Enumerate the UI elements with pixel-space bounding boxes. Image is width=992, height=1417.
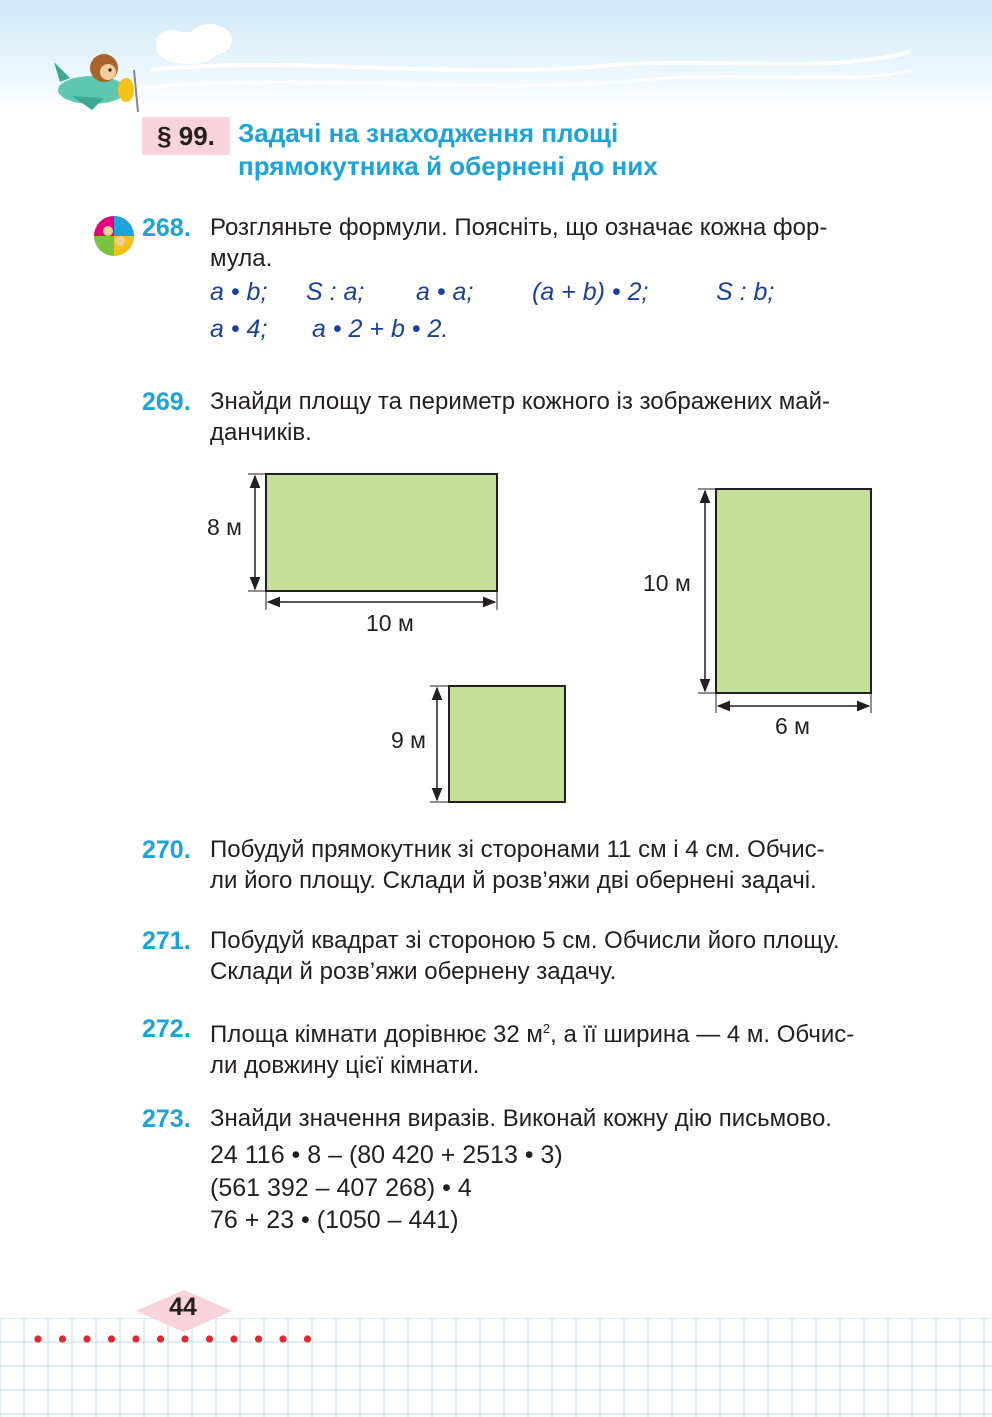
page-number: 44 [169, 1293, 197, 1321]
exercise-271-number: 271. [142, 927, 191, 955]
exercise-268-number: 268. [142, 214, 191, 242]
exercise-269-line1: Знайди площу та периметр кожного із зображених май- [210, 388, 831, 415]
formula-s-div-a: S : a; [306, 278, 365, 306]
red-dot [83, 1335, 90, 1342]
section-title-line2: прямокутника й обернені до них [238, 151, 658, 181]
red-dots-row [30, 1332, 330, 1346]
exercise-270-line2: ли його площу. Склади й розв’яжи дві обернені задачі. [210, 867, 817, 894]
expression-2: (561 392 – 407 268) • 4 [210, 1174, 472, 1202]
formula-aa: a • a; [416, 278, 474, 306]
exercise-273-text: Знайди значення виразів. Виконай кожну дію письмово. [210, 1105, 832, 1132]
exercise-272-number: 272. [142, 1015, 191, 1043]
exercise-269-number: 269. [142, 388, 191, 416]
exercise-270-text [210, 834, 906, 896]
exercise-271-line2: Склади й розв’яжи обернену задачу. [210, 958, 617, 985]
formula-a4: a • 4; [210, 315, 268, 343]
red-dot [206, 1335, 213, 1342]
red-dot [304, 1335, 311, 1342]
label-6m: 6 м [775, 713, 810, 739]
square-9x9 [449, 686, 565, 802]
label-10m: 10 м [366, 610, 414, 636]
exercise-270-line1: Побудуй прямокутник зі сторонами 11 см і 4 см. Обчис- [210, 836, 825, 863]
section-badge: § 99. [142, 117, 230, 155]
expression-3: 76 + 23 • (1050 – 441) [210, 1206, 459, 1234]
superscript-2: 2 [542, 1021, 551, 1036]
section-title-line1: Задачі на знаходження площі [238, 118, 619, 148]
formula-perimeter: (a + b) • 2; [532, 278, 649, 306]
red-dot [59, 1335, 66, 1342]
exercise-268-line2: мула. [210, 245, 273, 272]
label-9m: 9 м [391, 727, 426, 753]
red-dot [279, 1335, 286, 1342]
rectangle-6x10 [716, 489, 871, 693]
exercise-272-line2: ли довжину цієї кімнати. [210, 1052, 480, 1079]
red-dot [132, 1335, 139, 1342]
exercise-270-number: 270. [142, 836, 191, 864]
exercise-269-line2: данчиків. [210, 419, 312, 446]
red-dot [108, 1335, 115, 1342]
label-10m-vertical: 10 м [643, 570, 691, 596]
red-dot [255, 1335, 262, 1342]
rectangle-10x8 [266, 474, 497, 591]
exercise-271-line1: Побудуй квадрат зі стороною 5 см. Обчисли його площу. [210, 927, 840, 954]
formula-a2-b2: a • 2 + b • 2. [312, 315, 449, 343]
exercise-273-number: 273. [142, 1105, 191, 1133]
exercise-268-line1: Розгляньте формули. Поясніть, що означає кожна фор- [210, 214, 828, 241]
formula-ab: a • b; [210, 278, 268, 306]
red-dot [157, 1335, 164, 1342]
exercise-272-line1: Площа кімнати дорівнює 32 $м^2$, а її ширина — 4 м. Обчис- [210, 1021, 855, 1048]
formula-s-div-b: S : b; [716, 278, 775, 306]
expression-1: 24 116 • 8 – (80 420 + 2513 • 3) [210, 1141, 563, 1169]
red-dot [181, 1335, 188, 1342]
red-dot [34, 1335, 41, 1342]
label-8m: 8 м [207, 514, 242, 540]
exercise-271-text [210, 925, 906, 987]
red-dot [230, 1335, 237, 1342]
exercise-272-text [210, 1013, 906, 1081]
